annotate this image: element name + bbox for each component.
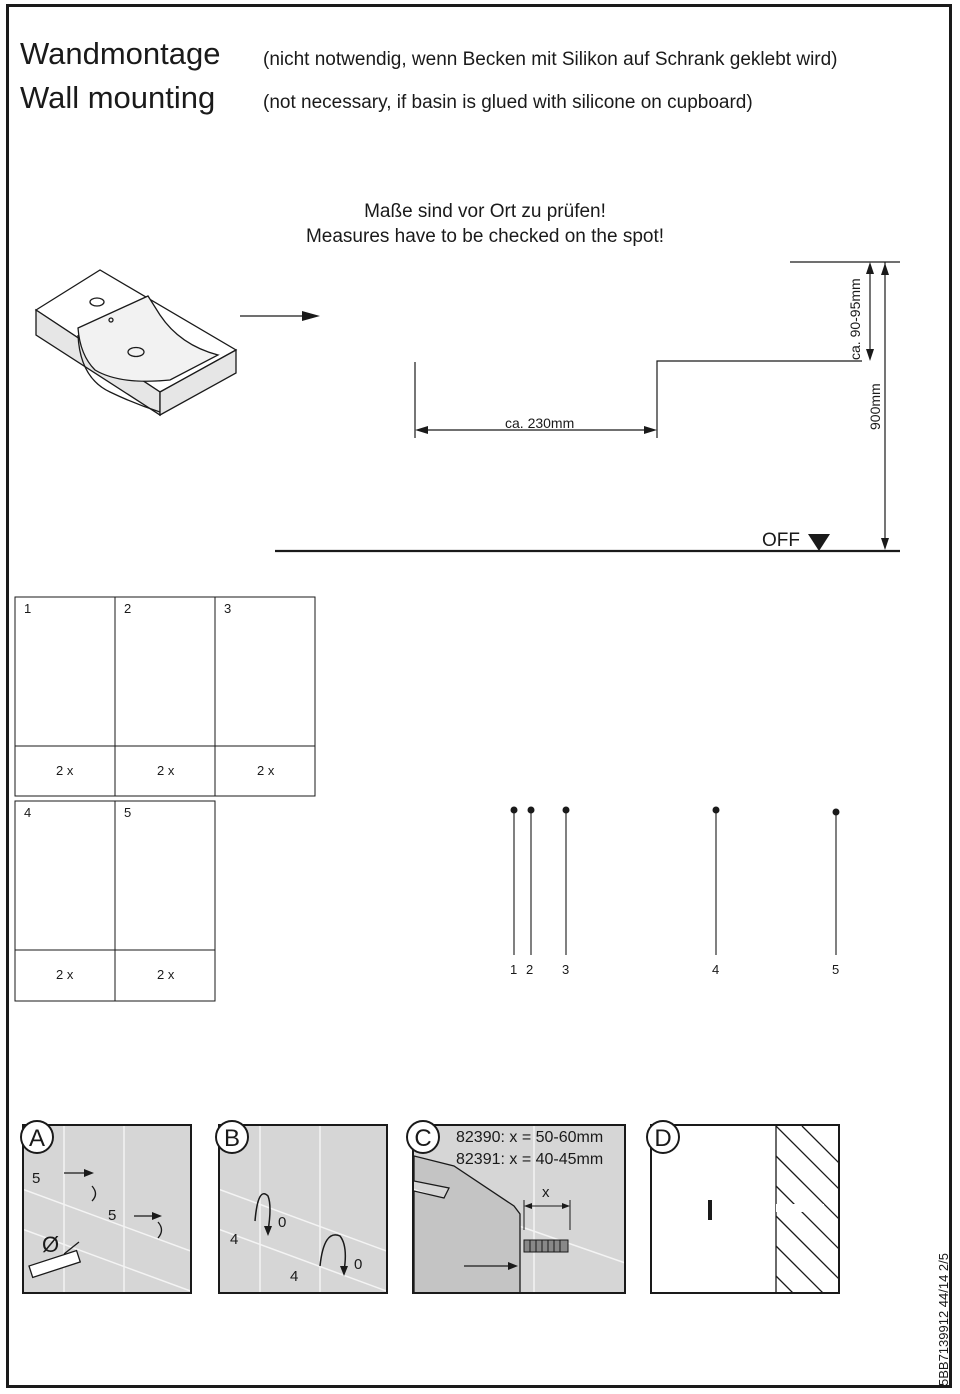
step-a-diameter-label: Ø (42, 1232, 60, 1257)
part-qty-5: 2 x (157, 967, 175, 982)
part-number-5: 5 (124, 805, 132, 820)
step-c-line-1: 82390: x = 50-60mm (456, 1129, 604, 1146)
width-dimension-label: ca. 230mm (505, 415, 575, 431)
step-b-label-3: 4 (290, 1268, 299, 1285)
part-number-4: 4 (24, 805, 32, 820)
floor-level-label: OFF (762, 530, 800, 551)
pin-label-1: 1 (510, 962, 518, 977)
part-number-3: 3 (224, 601, 232, 616)
step-b-drawing (220, 1126, 388, 1294)
part-qty-1: 2 x (56, 763, 74, 778)
subtitle-german: (nicht notwendig, wenn Becken mit Silikon auf Schrank geklebt wird) (263, 49, 838, 70)
document-code: 5BB7139912 44/14 2/5 (936, 1252, 951, 1386)
pin-label-3: 3 (562, 962, 570, 977)
notice-english: Measures have to be checked on the spot! (305, 226, 665, 247)
basin-drawing (36, 270, 236, 415)
parts-grid (15, 597, 315, 1001)
step-a-badge: A (20, 1120, 54, 1154)
step-a-label-1: 5 (32, 1170, 41, 1187)
step-b-label-2: 0 (278, 1214, 287, 1231)
step-c-panel (412, 1124, 626, 1294)
height-small-dimension-label: ca. 90-95mm (847, 278, 863, 360)
step-b-label-4: 0 (354, 1256, 363, 1273)
part-qty-4: 2 x (56, 967, 74, 982)
pin-label-4: 4 (712, 962, 720, 977)
title-english: Wall mounting (20, 80, 216, 115)
part-qty-2: 2 x (157, 763, 175, 778)
height-floor-dimension-label: 900mm (867, 383, 883, 430)
pin-label-2: 2 (526, 962, 534, 977)
subtitle-english: (not necessary, if basin is glued with silicone on cupboard) (263, 92, 753, 113)
step-c-x-label: x (542, 1184, 550, 1201)
step-c-line-2: 82391: x = 40-45mm (456, 1151, 604, 1168)
part-qty-3: 2 x (257, 763, 275, 778)
step-d-badge: D (646, 1120, 680, 1154)
pin-label-5: 5 (832, 962, 840, 977)
step-a-label-2: 5 (108, 1207, 117, 1224)
part-number-1: 1 (24, 601, 32, 616)
step-b-badge: B (215, 1120, 249, 1154)
title-german: Wandmontage (20, 36, 221, 71)
notice-german: Maße sind vor Ort zu prüfen! (364, 201, 606, 222)
step-b-label-1: 4 (230, 1231, 239, 1248)
step-c-badge: C (406, 1120, 440, 1154)
part-number-2: 2 (124, 601, 132, 616)
step-d-panel (650, 1124, 840, 1294)
pin-markers (514, 810, 836, 955)
step-d-drawing (652, 1126, 840, 1294)
